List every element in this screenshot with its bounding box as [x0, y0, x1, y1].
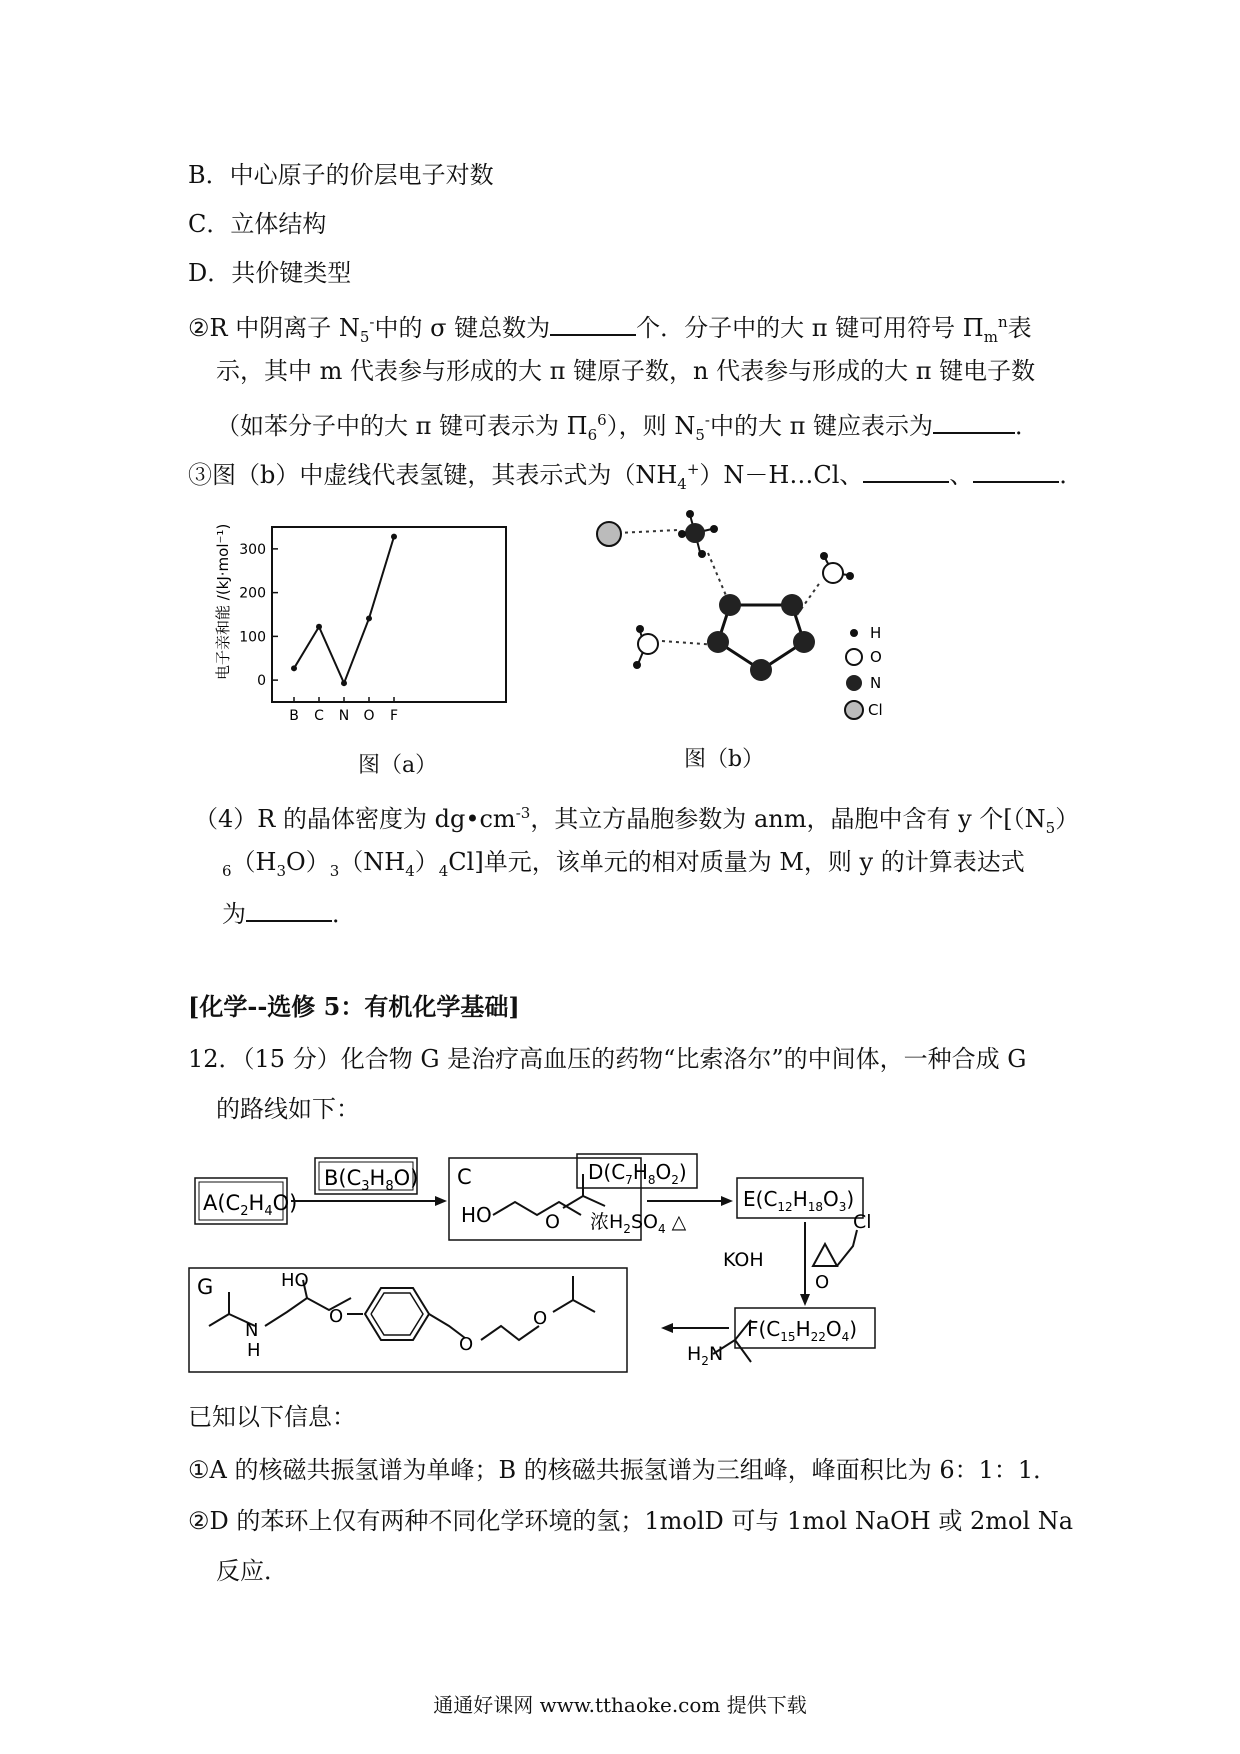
legend-n-icon	[846, 675, 862, 691]
y-tick-label: 200	[239, 585, 266, 602]
legend-cl-label: Cl	[868, 701, 883, 719]
arrow-head	[435, 1196, 447, 1206]
y-axis-label: 电子亲和能 /(kJ·mol⁻¹)	[214, 523, 232, 680]
footer: 通通好课网 www.tthaoke.com 提供下载	[433, 1693, 807, 1717]
answer-blank[interactable]	[863, 455, 949, 483]
info-2: ②D 的苯环上仅有两种不同化学环境的氢；1molD 可与 1mol NaOH 或 2mol Na	[188, 1507, 1074, 1535]
q2-line3: （如苯分子中的大 π 键可表示为 $\Pi_6^6$），则 $N_5^-$中的大 π 键应表示为 ．	[216, 403, 1039, 452]
legend-n-label: N	[870, 674, 882, 692]
answer-blank[interactable]	[246, 894, 332, 922]
x-tick-label: N	[338, 708, 350, 724]
legend	[845, 624, 883, 719]
o-atom	[823, 563, 843, 583]
q12-line2: 的路线如下：	[216, 1095, 360, 1123]
data-points	[291, 534, 397, 687]
x-tick-label: F	[389, 708, 399, 724]
option-b: B．中心原子的价层电子对数	[188, 161, 494, 189]
arrow-head	[721, 1196, 733, 1206]
y-tick-label: 300	[239, 541, 266, 558]
data-point-O	[366, 615, 372, 621]
h-atom	[710, 525, 718, 533]
section-heading: [化学--选修 5：有机化学基础]	[188, 992, 520, 1021]
g-o3: O	[533, 1308, 548, 1329]
info-title: 已知以下信息：	[188, 1403, 356, 1431]
legend-o-icon	[846, 649, 862, 665]
h-atom	[633, 661, 641, 669]
epoxide-o: O	[815, 1272, 830, 1293]
o-atom	[638, 634, 658, 654]
h-atom	[698, 550, 706, 558]
n-atom	[793, 631, 815, 653]
reagent-koh: KOH	[723, 1249, 764, 1271]
g-h: H	[247, 1340, 261, 1361]
reagent-b: $B(C_3H_8O)$	[324, 1166, 419, 1194]
c-chain	[493, 1202, 581, 1215]
answer-blank[interactable]	[933, 406, 1015, 434]
covalent-bonds	[638, 515, 848, 670]
h-atom	[678, 530, 686, 538]
c-o: O	[545, 1211, 560, 1233]
h-atom	[636, 625, 644, 633]
arrow-head	[661, 1323, 673, 1333]
compound-f: $F(C_{15}H_{22}O_4)$	[747, 1317, 858, 1344]
figure-a-chart	[200, 515, 520, 724]
figure-a-caption: 图（a）	[358, 753, 438, 778]
n-atom	[685, 523, 705, 543]
n-atom	[719, 594, 741, 616]
g-benzene-ring	[365, 1288, 429, 1340]
label-g: G	[197, 1275, 214, 1299]
legend-h-label: H	[870, 624, 882, 642]
q12-line1: 12．（15 分）化合物 G 是治疗高血压的药物“比索洛尔”的中间体，一种合成 G	[188, 1045, 1027, 1073]
figure-b-caption: 图（b）	[684, 747, 765, 772]
y-tick-label: 100	[239, 629, 266, 646]
legend-o-label: O	[870, 648, 882, 666]
q4-line2: $_6(H_3O)_3(NH_4)_4Cl$]单元，该单元的相对质量为 M，则 y 的计算表达式	[222, 848, 1025, 880]
x-tick-label: C	[314, 708, 324, 724]
info-1: ①A 的核磁共振氢谱为单峰；B 的核磁共振氢谱为三组峰，峰面积比为 6：1：1．	[188, 1456, 1058, 1484]
data-line	[294, 537, 394, 684]
data-point-F	[391, 534, 397, 540]
condition-h2so4: 浓$H_2SO_4$ △	[590, 1211, 687, 1236]
g-o1: O	[329, 1306, 344, 1327]
answer-blank[interactable]	[973, 455, 1059, 483]
g-o2: O	[459, 1334, 474, 1355]
h-atom	[846, 572, 854, 580]
x-tick-label: B	[289, 708, 299, 724]
synthesis-scheme	[185, 1148, 1065, 1378]
figure-b-structure	[590, 505, 920, 735]
n-atom	[750, 659, 772, 681]
option-d: D．共价键类型	[188, 259, 352, 287]
legend-cl-icon	[845, 701, 863, 719]
h-atom	[820, 552, 828, 560]
q2-line1: ②R 中阴离子 $N_5^-$中的 σ 键总数为 个．分子中的大 π 键可用符号 $\Pi_m^n$表	[188, 305, 1032, 354]
data-point-C	[316, 624, 322, 630]
q3-line: ③图（b）中虚线代表氢键，其表示式为$(NH_4^+)N-H\dots Cl$、 、 ．	[188, 452, 1083, 501]
q4-line3: 为 ．	[222, 894, 356, 931]
legend-h-icon	[850, 629, 858, 637]
c-ho: HO	[461, 1203, 492, 1227]
y-tick-label: 0	[257, 673, 266, 690]
h-atom	[686, 510, 694, 518]
reagent-d: $D(C_7H_8O_2)$	[588, 1160, 687, 1187]
epoxide-ring	[813, 1244, 837, 1266]
q4-line1: （4）R 的晶体密度为 $dg•cm^{-3}$，其立方晶胞参数为 anm，晶胞中含有 y 个[$(N_5)$	[194, 804, 1080, 837]
info-3: 反应．	[216, 1557, 288, 1585]
cl-atom	[597, 522, 621, 546]
q2-line2: 示，其中 m 代表参与形成的大 π 键原子数，n 代表参与形成的大 π 键电子数	[216, 357, 1036, 385]
reagent-amine: $H_2N$	[687, 1343, 724, 1368]
g-ho: HO	[281, 1270, 309, 1291]
n-atom	[707, 631, 729, 653]
label-c: C	[457, 1165, 472, 1189]
x-tick-label: O	[363, 708, 375, 724]
data-point-B	[291, 665, 297, 671]
epoxide-cl: Cl	[853, 1211, 872, 1233]
g-n: N	[245, 1320, 259, 1341]
arrow-head	[800, 1294, 810, 1306]
data-point-N	[341, 680, 347, 686]
hydrogen-bonds	[618, 530, 821, 645]
n-atom	[781, 594, 803, 616]
answer-blank[interactable]	[550, 308, 636, 336]
option-c: C．立体结构	[188, 210, 327, 238]
compound-e: $E(C_{12}H_{18}O_3)$	[743, 1187, 855, 1214]
compound-a: $A(C_2H_4O)$	[203, 1191, 298, 1219]
